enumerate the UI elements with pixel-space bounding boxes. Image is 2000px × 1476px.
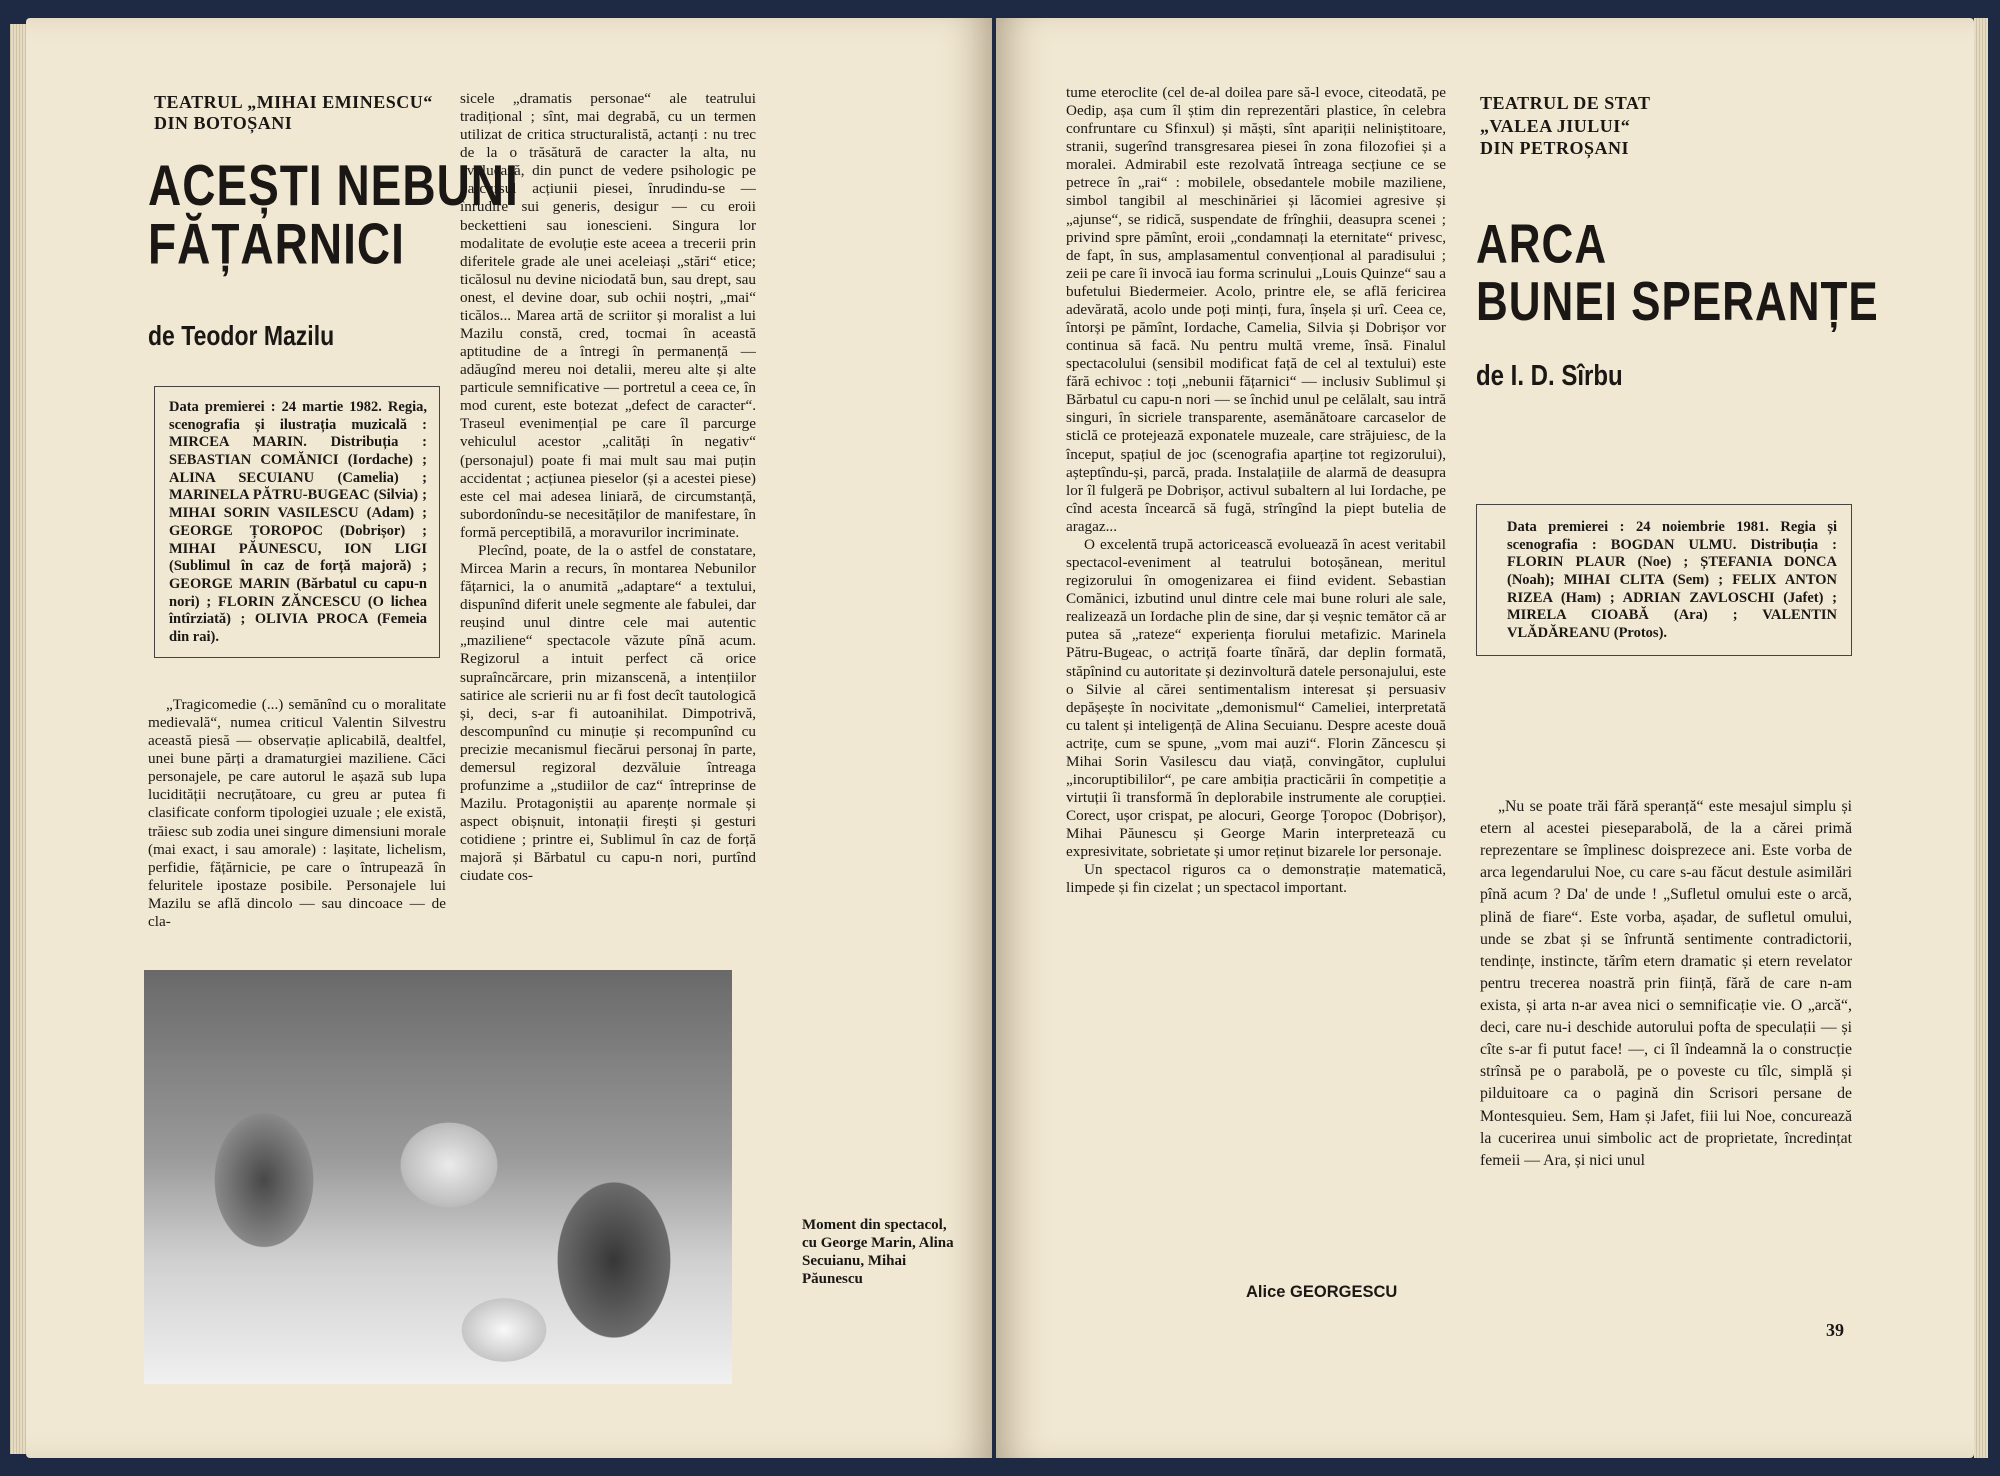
right-column-1 bbox=[1066, 84, 1446, 898]
page-edge-left bbox=[10, 24, 26, 1454]
right-col2-paragraph: „Nu se poate trăi fără speranță“ este mesajul simplu și etern al acestei pieseparabolă, de la a cărei primă reprezentare se împlinesc doisprezece ani. Este vorba de arca legendarului Noe, cu care s-au făcut destule asimilări pînă acum ? Da' de unde ! „Sufletul omului este o arcă, plină de fiare“. Este vorba, așadar, de sufletul omului, unde se zbat și se înfruntă sentimente contradictorii, tendințe, instincte, tărîm etern dramatic și etern revelator pentru trecerea noastră prin ființă, fără de care n-am exista, și arta n-ar avea nici o semnificație vie. O „arcă“, deci, care nu-i deschide autorului pofta de speculații — și cîte s-ar fi putut face! —, ci îl îndeamnă la o construcție strînsă pe o parabolă, pe o poveste cu tîlc, simplă și pilduitoare ca o pagină din Scrisori persane de Montesquieu. Sem, Ham și Jafet, fiii lui Noe, concurează la cucerirea unui simbolic act de proprietate, încredințat femeii — Ara, și nici unul bbox=[1480, 798, 1852, 1169]
right-theatre-line3: DIN PETROȘANI bbox=[1480, 138, 1630, 158]
page-number: 39 bbox=[1826, 1320, 1844, 1340]
performance-photo bbox=[144, 970, 732, 1384]
left-page bbox=[26, 18, 992, 1458]
right-col1-paragraph-2: O excelentă trupă actoricească evoluează în acest veritabil spectacol-eveniment al teatrului botoșănean, meritul regizorului în omogenizarea ei fiind evident. Sebastian Comănici, izbutind unul dintre cele mai bune roluri ale sale, realizează un Iordache plin de sine, dar și veșnic temător că ar putea să „rateze“ experiența fiorului metafizic. Marinela Pătru-Bugeac, o actriță foarte tînără, dar deplin formată, stăpînind cu autoritate și dezinvoltură datele personajului, este o Silvie al cărei sentimentalism interesat și persuasiv depășește în nocivitate „demonismul“ Cameliei, interpretată cu talent și inteligență de Alina Secuianu. Despre aceste două actrițe, cum se spune, „vom mai auzi“. Florin Zăncescu și Mihai Sorin Vasilescu dau viață, convingător, cuplului „incoruptibililor“, pe care ambiția practicării în competiție a virtuții îi transformă în deplorabile instrumente ale corupției. Corect, ușor crispat, pe alocuri, George Țoropoc (Dobrișor), Mihai Păunescu și George Marin interpretează cu expresivitate, sobrietate și umor reținut bizarele lor personaje. bbox=[1066, 535, 1446, 861]
left-theatre-line2: DIN BOTOȘANI bbox=[154, 112, 293, 133]
left-theatre-name bbox=[154, 92, 433, 133]
right-title-line2: BUNEI SPERANȚE bbox=[1476, 271, 1879, 333]
left-column-2 bbox=[460, 90, 756, 885]
right-column-2 bbox=[1480, 796, 1852, 1172]
left-col1-paragraph: „Tragicomedie (...) semănînd cu o moralitate medievală“, numea criticul Valentin Silvestru această piesă — observație aplicabilă, dealtfel, unei bune părți a dramaturgiei maziliene. Căci personajele, pe care autorul le așază sub lupa lucidității necruțătoare, cu greu ar putea fi clasificate conform tipologiei uzuale ; ele există, trăiesc sub zodia unei singure dimensiuni morale (mai exact, i sau amorale) : lașitate, lichelism, perfidie, fățărnicie, pe care o întrupează în feluritele ipostaze posibile. Personajele lui Mazilu se află dincolo — sau dincoace — de cla- bbox=[148, 696, 446, 930]
right-credits-box bbox=[1476, 504, 1852, 656]
right-theatre-name bbox=[1480, 92, 1651, 160]
left-column-1 bbox=[148, 696, 446, 931]
left-theatre-line1: TEATRUL „MIHAI EMINESCU“ bbox=[154, 92, 433, 112]
left-credits-box bbox=[154, 386, 440, 658]
left-col2-paragraph-2: Plecînd, poate, de la o astfel de constatare, Mircea Marin a recurs, în montarea Nebunilor fățarnici, la o anumită „adaptare“ a textului, dispunînd diferit unele segmente ale fabulei, dar reușind unul dintre cele mai autentic „maziliene“ spectacole văzute pînă acum. Regizorul a intuit perfect că orice supraîncărcare, prin mizanscenă, a intențiilor satirice ale scrierii nu ar fi fost decît tautologică și, deci, s-ar fi autoanihilat. Dimpotrivă, descompunînd cu minuție și recompunînd cu precizie mecanismul fiecărui personaj în parte, demersul regizoral dezvăluie întreaga profunzime a „studiilor de caz“ întreprinse de Mazilu. Protagoniștii au aparențe normale și aspect obișnuit, intonații firești și gesturi cotidiene ; printre ei, Sublimul în caz de forță majoră și Bărbatul cu capu-n nori, purtînd ciudate cos- bbox=[460, 541, 756, 885]
right-author: de I. D. Sîrbu bbox=[1476, 360, 1623, 393]
left-author: de Teodor Mazilu bbox=[148, 320, 335, 352]
page-edge-right bbox=[1974, 18, 1988, 1458]
right-col1-paragraph-1: tume eteroclite (cel de-al doilea pare să-l evoce, citeodată, pe Oedip, așa cum îl știm din reprezentări plastice, în celebra confruntare cu Sfinxul) și măști, sînt apariții neliniștitoare, stranii, sugerînd transgresarea piesei în zona filozofiei și a moralei. Admirabil este rezolvată întreaga secțiune ce se petrece în „rai“ : mobilele, obsedantele mobile maziliene, simbol tangibil al meschinăriei și lăcomiei agresive și „ajunse“, se ridică, suspendate de frînghii, deasupra scenei ; privind spre pămînt, eroii „condamnați la eternitate“ privesc, de fapt, în sus, amplasamentul convențional al paradisului ; zeii pe care îi invocă iau forma scrinului „Louis Quinze“ sau a bufetului Biedermeier. Acolo, printre ele, se află fericirea adevărată, acolo unde poți minți, fura, înșela și urî. Ceea ce, întorși pe pămînt, Iordache, Camelia, Silvia și Dobrișor vor continua să facă. Nu pentru multă vreme, însă. Finalul spectacolului (sensibil modificat față de cel al textului) este fără echivoc : toți „nebunii fățarnici“ — inclusiv Sublimul și Bărbatul cu capu-n nori — se închid unul pe celălalt, sau intră singuri, în sicriele transparente, asemănătoare carcaselor de sticlă ce protejează exponatele muzeale, care străjuiesc, de la început, spațiul de joc (scenografia aparține tot regizorului), așteptîndu-și, parcă, prada. Instalațiile de alarmă de deasupra lor îl fulgeră pe Dobrișor, activul subaltern al lui Iordache, pe cînd acesta încearcă să fugă, strîngînd la piept butelia de aragaz... bbox=[1066, 84, 1446, 535]
right-play-title bbox=[1476, 213, 1879, 333]
right-theatre-line1: TEATRUL DE STAT bbox=[1480, 93, 1651, 113]
right-col1-paragraph-3: Un spectacol riguros ca o demonstrație matematică, limpede și fin cizelat ; un spectacol important. bbox=[1066, 861, 1446, 897]
left-col2-paragraph-1: sicele „dramatis personae“ ale teatrului tradițional ; sînt, mai degrabă, cu un termen utilizat de critica structuralistă, actanți : nu trec de la o trăsătură de caracter la alta, nu evoluează, din punct de vedere psihologic pe parcursul acțiunii piesei, înrudindu-se — înrudire sui generis, desigur — cu eroii beckettieni sau ionescieni. Singura lor modalitate de evoluție este aceea a trecerii prin diferitele grade ale unei aceleiași „stări“ etice; ticălosul nu devine niciodată bun, sau drept, sau onest, el devine doar, sub ochii noștri, „mai“ ticălos... Marea artă de scriitor și moralist a lui Mazilu constă, cred, tocmai în această aptitudine de a întregi în permanență — adăugînd mereu noi detalii, mereu alte și alte particule semnificative — portretul a ceea ce, în mod curent, este botezat „defect de caracter“. Traseul evenimențial pe care îl parcurge vehiculul acestor „calități în negativ“ (personajul) poate fi mai mult sau mai puțin accidentat ; acțiunea pieselor (și a acestei piese) este cel mai adesea liniară, de circumstanță, subordonîndu-se necesităților de manifestare, în formă perceptibilă, a moravurilor incriminate. bbox=[460, 90, 756, 541]
right-credits-text: Data premierei : 24 noiembrie 1981. Regia și scenografia : BOGDAN ULMU. Distribuția : FLORIN PLAUR (Noe) ; ȘTEFANIA DONCA (Noah); MIHAI CLITA (Sem) ; FELIX ANTON RIZEA (Ham) ; ADRIAN ZAVLOSCHI (Jafet) ; MIRELA CIOABĂ (Ara) ; VALENTIN VLĂDĂREANU (Protos). bbox=[1507, 519, 1837, 642]
left-credits-text: Data premierei : 24 martie 1982. Regia, scenografia și ilustrația muzicală : MIRCEA MARIN. Distribuția : SEBASTIAN COMĂNICI (Iordache) ; ALINA SECUIANU (Camelia) ; MARINELA PĂTRU-BUGEAC (Silvia) ; MIHAI SORIN VASILESCU (Adam) ; GEORGE ȚOROPOC (Dobrișor) ; MIHAI PĂUNESCU, ION LIGI (Sublimul în caz de forță majoră) ; GEORGE MARIN (Bărbatul cu capu-n nori) ; FLORIN ZĂNCESCU (O lichea întîrziată) ; OLIVIA PROCA (Femeia din rai). bbox=[169, 399, 427, 645]
right-title-line1: ARCA bbox=[1476, 213, 1608, 275]
left-title-line1: ACEȘTI NEBUNI bbox=[148, 152, 519, 218]
article-signature: Alice GEORGESCU bbox=[1246, 1283, 1398, 1301]
left-title-line2: FĂȚARNICI bbox=[148, 210, 405, 276]
right-theatre-line2: „VALEA JIULUI“ bbox=[1480, 115, 1631, 136]
photo-caption: Moment din spectacol, cu George Marin, Alina Secuianu, Mihai Păunescu bbox=[802, 1217, 954, 1287]
right-page bbox=[996, 18, 1974, 1458]
